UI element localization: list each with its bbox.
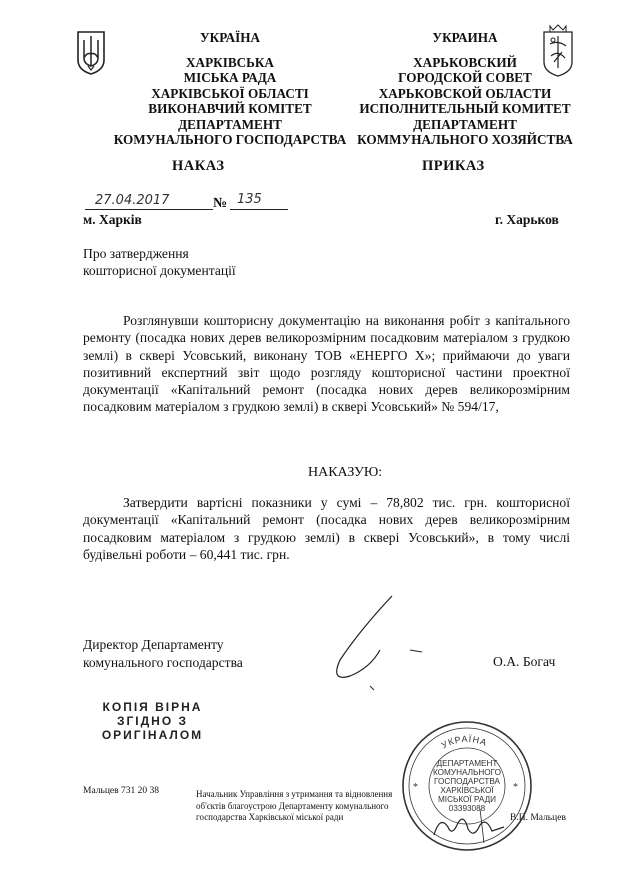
copy-stamp-line: КОПІЯ ВІРНА	[102, 700, 203, 714]
position-line: Директор Департаменту	[83, 637, 224, 652]
certifier-line: об'єктів благоустрою Департаменту комунального	[196, 800, 389, 811]
date-underline	[85, 209, 213, 210]
seal-star-icon: *	[413, 782, 418, 793]
order-date: 27.04.2017	[95, 193, 170, 208]
header-right-country: УКРАИНА	[432, 30, 498, 45]
header-right-line: КОММУНАЛЬНОГО ХОЗЯЙСТВА	[357, 132, 573, 147]
seal-line: КОМУНАЛЬНОГО	[433, 768, 501, 777]
copy-stamp-line: ОРИГІНАЛОМ	[101, 728, 204, 742]
seal-line: ГОСПОДАРСТВА	[434, 777, 500, 786]
header-left-line: ДЕПАРТАМЕНТ	[178, 116, 282, 132]
header-right-line: ХАРЬКОВСКОЙ ОБЛАСТИ	[378, 85, 552, 101]
header-right-line: ХАРЬКОВСКИЙ	[413, 54, 517, 70]
number-underline	[230, 209, 288, 210]
copy-stamp-line: ЗГІДНО З	[116, 714, 189, 728]
city-left: м. Харків	[83, 212, 142, 227]
number-sign: №	[213, 196, 228, 211]
seal-ring-textpath: УКРАЇНА	[439, 733, 489, 751]
signatory-name: О.А. Богач	[493, 654, 556, 669]
position-line: комунального господарства	[83, 654, 243, 670]
body-paragraph-1: Розглянувши кошторисну документацію на виконання робіт з капітального ремонту (посадка нових дерев великорозмірним посадковим матеріалом з грудкою землі) в сквері Усовський, виконану ТОВ «ЕНЕРГО Х»; приймаючи до уваги позитивний експертний звіт щодо розгляду кошторисної частини проектної документації «Капітальний ремонт (посадка нових дерев великорозмірним посадковим матеріалом з грудкою землі) в сквері Усовський» № 594/17,	[83, 313, 570, 415]
header-left-line: ХАРКІВСЬКА	[186, 54, 274, 70]
subject-line: кошторисної документації	[83, 263, 236, 278]
seal-line: ДЕПАРТАМЕНТ	[436, 759, 498, 768]
seal-line: ХАРКІВСЬКОЇ	[440, 786, 494, 795]
body-paragraph-2: Затвердити вартісні показники у сумі – 78,802 тис. грн. кошторисної документації «Капітальний ремонт (посадка нових дерев великорозмірним посадковим матеріалом з грудкою землі) в сквері Усовський», в тому числі будівельні роботи – 60,441 тис. грн.	[83, 495, 570, 562]
certifier-line: Начальник Управління з утримання та відновлення	[196, 789, 393, 799]
director-signature	[300, 590, 430, 700]
subject	[83, 245, 236, 279]
doc-type-right: ПРИКАЗ	[422, 158, 485, 174]
header-left-country: УКРАЇНА	[199, 30, 261, 45]
order-word: НАКАЗУЮ:	[308, 465, 383, 480]
copy-stamp	[95, 700, 210, 742]
executor-info: Мальцев 731 20 38	[83, 786, 159, 796]
city-right: г. Харьков	[495, 212, 559, 227]
doc-type-left: НАКАЗ	[172, 158, 225, 174]
seal-code: 03393088	[448, 804, 486, 813]
header-left-line: МІСЬКА РАДА	[183, 70, 277, 85]
certifier-signature	[430, 805, 510, 845]
signatory-position	[83, 636, 243, 671]
certifier-name: В.П. Мальцев	[510, 813, 566, 823]
subject-line: Про затвердження	[83, 246, 189, 261]
order-number: 135	[237, 192, 262, 207]
header-right-line: ГОРОДСКОЙ СОВЕТ	[398, 70, 532, 85]
certifier-block	[196, 789, 416, 824]
header-left-line: ВИКОНАВЧИЙ КОМІТЕТ	[148, 101, 312, 116]
header-left-line: КОМУНАЛЬНОГО ГОСПОДАРСТВА	[113, 132, 347, 147]
certifier-line: господарства Харківської міської ради	[196, 812, 344, 822]
header-left-line: ХАРКІВСЬКОЇ ОБЛАСТІ	[151, 85, 309, 101]
header-left	[100, 30, 360, 148]
header-right-line: ДЕПАРТАМЕНТ	[413, 116, 517, 132]
header-right	[345, 30, 585, 148]
seal-line: МІСЬКОЇ РАДИ	[437, 795, 497, 804]
header-right-line: ИСПОЛНИТЕЛЬНЫЙ КОМИТЕТ	[359, 101, 571, 116]
seal-star-icon: *	[513, 782, 518, 793]
